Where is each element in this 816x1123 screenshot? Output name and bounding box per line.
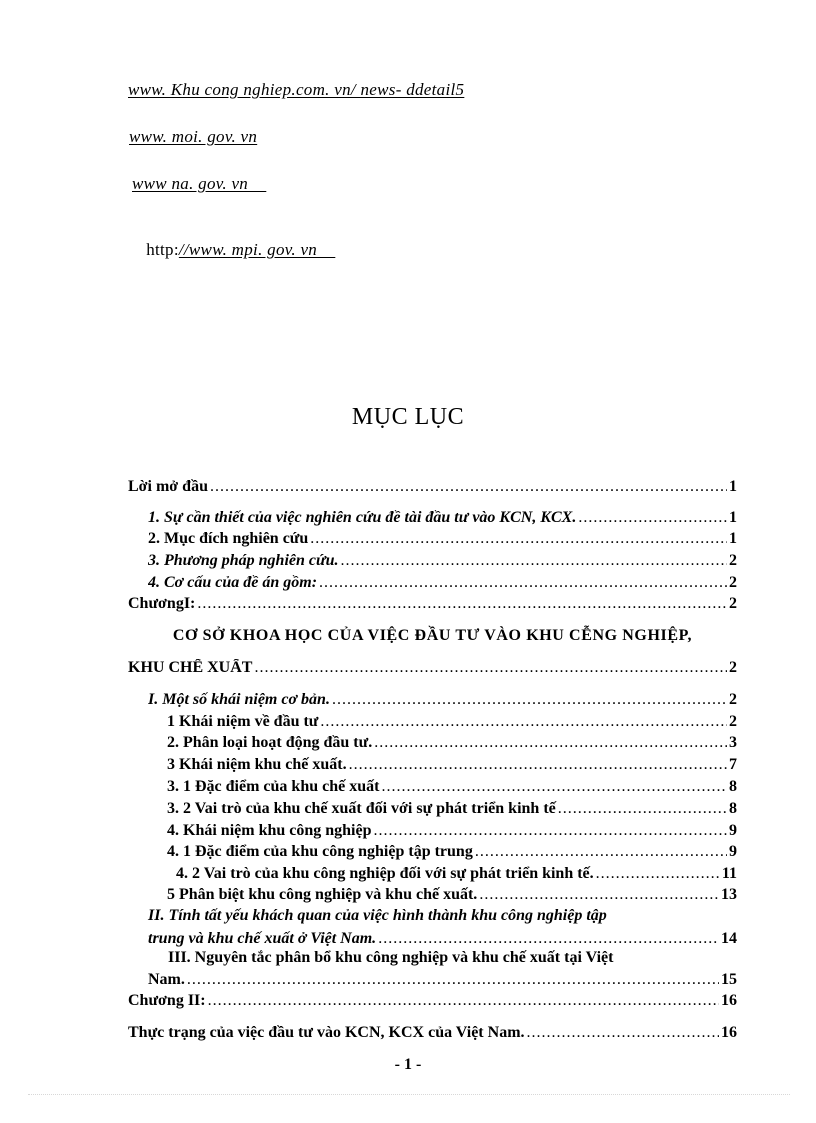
toc-entry-text: ChươngI: [128, 595, 196, 612]
toc-entry-text: KHU CHẾ XUẤT [128, 659, 253, 676]
toc-leader [527, 1024, 719, 1042]
toc-entry[interactable] [167, 800, 737, 822]
toc-entry-text: Lời mở đầu [128, 478, 208, 495]
toc-entry-page: 3 [729, 734, 737, 751]
toc-leader [381, 778, 727, 796]
toc-entry[interactable] [148, 530, 737, 552]
toc-leader [254, 659, 727, 677]
reference-link-2[interactable]: www. moi. gov. vn [129, 127, 258, 146]
toc-entry-text: 2. Mục đích nghiên cứu [148, 530, 309, 547]
toc-entry-page: 16 [721, 992, 737, 1009]
toc-entry-page: 2 [729, 574, 737, 591]
toc-entry-text: 5 Phân biệt khu công nghiệp và khu chế xuất. [167, 886, 478, 903]
toc-leader [378, 930, 719, 948]
toc-leader [374, 822, 728, 840]
toc-entry[interactable] [176, 865, 737, 887]
toc-entry-text: 3 Khái niệm khu chế xuất. [167, 756, 347, 773]
toc-entry-text: 1. Sự cần thiết của việc nghiên cứu đề tài đầu tư vào KCN, KCX. [148, 509, 577, 526]
toc-entry-text: 4. 2 Vai trò của khu công nghiệp đối với sự phát triển kinh tế. [176, 865, 594, 882]
toc-entry-page: 2 [729, 552, 737, 569]
toc-leader [374, 734, 727, 752]
toc-entry[interactable] [148, 509, 737, 531]
toc-leader [479, 886, 719, 904]
toc-entry[interactable] [167, 713, 737, 735]
toc-entry-page: 1 [729, 478, 737, 495]
toc-entry-text: Thực trạng của việc đầu tư vào KCN, KCX của Việt Nam. [128, 1024, 525, 1041]
toc-entry[interactable] [167, 734, 737, 756]
toc-entry-text: 3. 2 Vai trò của khu chế xuất đối với sự phát triển kinh tế [167, 800, 556, 817]
toc-leader [319, 574, 727, 592]
toc-entry[interactable] [167, 843, 737, 865]
toc-entry-text: 3. Phương pháp nghiên cứu. [148, 552, 339, 569]
toc-entry[interactable] [128, 595, 737, 617]
reference-link-4-prefix: http: [146, 240, 179, 259]
toc-leader [558, 800, 727, 818]
toc-entry[interactable] [128, 1024, 737, 1046]
toc-heading: MỤC LỤC [351, 404, 465, 430]
toc-entry[interactable] [128, 659, 737, 681]
toc-leader [332, 691, 727, 709]
toc-entry[interactable] [148, 574, 737, 596]
section-3-title-line-1[interactable]: III. Nguyên tắc phân bổ khu công nghiệp và khu chế xuất tại Việt [168, 949, 614, 966]
toc-entry-page: 9 [729, 843, 737, 860]
toc-entry-page: 8 [729, 778, 737, 795]
footer-divider [28, 1094, 790, 1095]
toc-entry[interactable] [148, 971, 737, 993]
toc-entry-page: 11 [721, 865, 737, 882]
reference-link-4[interactable] [128, 220, 335, 280]
toc-entry-text: trung và khu chế xuất ở Việt Nam. [148, 930, 377, 947]
toc-leader [210, 478, 727, 496]
section-2-title-line-1[interactable]: II. Tính tất yếu khách quan của việc hình thành khu công nghiệp tập [148, 907, 607, 924]
toc-entry[interactable] [128, 478, 737, 500]
chapter-1-title[interactable]: CƠ SỞ KHOA HỌC CỦA VIỆC ĐẦU TƯ VÀO KHU CỄNG NGHIỆP, [172, 627, 693, 644]
toc-entry-page: 15 [721, 971, 737, 988]
toc-entry-page: 7 [729, 756, 737, 773]
toc-entry-page: 1 [729, 509, 737, 526]
reference-link-4-url[interactable]: //www. mpi. gov. vn [178, 240, 336, 259]
toc-entry[interactable] [167, 778, 737, 800]
toc-entry-text: 1 Khái niệm về đầu tư [167, 713, 319, 730]
toc-leader [187, 971, 719, 989]
toc-leader [197, 595, 727, 613]
toc-leader [349, 756, 727, 774]
toc-entry-page: 8 [729, 800, 737, 817]
toc-entry-text: 4. 1 Đặc điểm của khu công nghiệp tập trung [167, 843, 473, 860]
toc-entry-text: 4. Khái niệm khu công nghiệp [167, 822, 372, 839]
toc-entry-page: 9 [729, 822, 737, 839]
toc-entry-page: 14 [721, 930, 737, 947]
toc-entry[interactable] [148, 552, 737, 574]
reference-link-1[interactable]: www. Khu cong nghiep.com. vn/ news- ddetail5 [128, 80, 465, 99]
toc-leader [340, 552, 727, 570]
toc-entry[interactable] [167, 822, 737, 844]
toc-entry-page: 1 [729, 530, 737, 547]
page-number: - 1 - [394, 1056, 422, 1073]
toc-entry-page: 2 [729, 691, 737, 708]
toc-entry-page: 16 [721, 1024, 737, 1041]
toc-entry[interactable] [128, 992, 737, 1014]
toc-entry-text: 4. Cơ cấu của đề án gồm: [148, 574, 318, 591]
toc-entry-text: Nam. [148, 971, 185, 988]
toc-entry-text: 2. Phân loại hoạt động đầu tư. [167, 734, 373, 751]
toc-entry-text: 3. 1 Đặc điểm của khu chế xuất [167, 778, 380, 795]
toc-entry-page: 2 [729, 659, 737, 676]
toc-leader [596, 865, 720, 883]
toc-entry-text: Chương II: [128, 992, 206, 1009]
toc-entry[interactable] [167, 756, 737, 778]
toc-entry[interactable] [148, 691, 737, 713]
reference-link-3[interactable]: www na. gov. vn [132, 174, 267, 193]
toc-entry-page: 13 [721, 886, 737, 903]
toc-leader [208, 992, 719, 1010]
toc-leader [310, 530, 727, 548]
toc-leader [475, 843, 727, 861]
toc-leader [320, 713, 727, 731]
toc-leader [578, 509, 727, 527]
toc-entry-page: 2 [729, 713, 737, 730]
toc-entry-text: I. Một số khái niệm cơ bản. [148, 691, 330, 708]
toc-entry-page: 2 [729, 595, 737, 612]
toc-entry[interactable] [167, 886, 737, 908]
